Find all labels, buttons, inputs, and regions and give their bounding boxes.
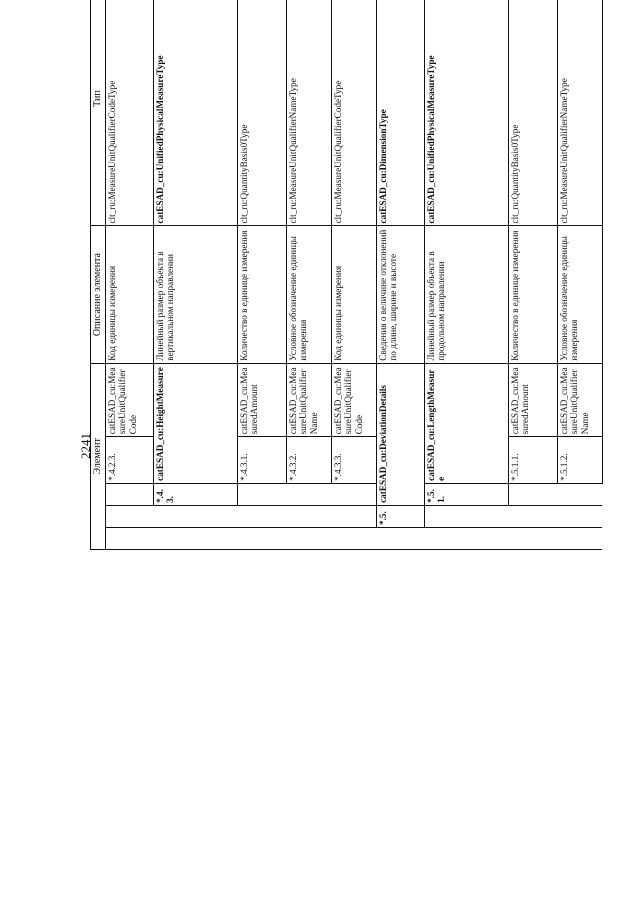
row-index: *.5.1.	[424, 483, 508, 505]
row-element-desc: Условное обозначение единицы измерения	[286, 226, 331, 363]
row-element-name: catESAD_cu:MeasureUnitQualifierName	[286, 363, 331, 437]
table-row	[237, 0, 286, 550]
table-row	[153, 0, 237, 550]
row-index: *.5.1.1.	[508, 437, 557, 484]
row-index: *.5.	[376, 505, 424, 527]
header-element: Элемент	[91, 363, 106, 549]
page-number: 2241	[78, 433, 93, 459]
header-element-desc: Описание элемента	[91, 226, 106, 363]
row-element-desc: Количество в единице измерения	[237, 226, 286, 363]
row-element-name: catESAD_cu:MeasureUnitQualifierCode	[331, 363, 376, 437]
row-type: catESAD_cu:UnifiedPhysicalMeasureType	[153, 0, 237, 226]
row-type: clt_ru:MeasureUnitQualifierNameType	[557, 0, 602, 226]
table-row	[424, 0, 508, 550]
table-row	[557, 0, 602, 550]
row-type: clt_ru:MeasureUnitQualifierCodeType	[331, 0, 376, 226]
row-element-name: catESAD_cu:HeightMeasure	[153, 363, 237, 483]
row-element-name: catESAD_cu:MeasureUnitQualifierName	[557, 363, 602, 437]
table-row	[376, 0, 424, 550]
row-element-desc: Линейный размер объекта в вертикальном направлении	[153, 226, 237, 363]
row-index: *.4.3.3.	[331, 437, 376, 484]
row-type: clt_ru:MeasureUnitQualifierNameType	[286, 0, 331, 226]
row-index: *.4.3.1.	[237, 437, 286, 484]
header-type: Тип	[91, 0, 106, 226]
row-index: *.4.2.3.	[105, 437, 153, 484]
row-element-name: catESAD_cu:LengthMeasure	[424, 363, 508, 483]
row-element-desc: Код единицы измерения	[105, 226, 153, 363]
table-row	[105, 0, 153, 550]
row-index: *.4.3.2.	[286, 437, 331, 484]
row-element-desc: Линейный размер объекта в продольном направлении	[424, 226, 508, 363]
row-type: catESAD_cu:DimensionType	[376, 0, 424, 226]
table-row	[286, 0, 331, 550]
row-element-name: catESAD_cu:DeviationDetails	[376, 363, 424, 505]
table-canvas	[90, 0, 590, 550]
rotated-table-frame	[90, 55, 590, 843]
row-element-name: catESAD_cu:MeasureUnitQualifierCode	[105, 363, 153, 437]
row-element-desc: Количество в единице измерения	[508, 226, 557, 363]
table-header-row	[91, 0, 106, 550]
row-index: *.4.3.	[153, 483, 237, 505]
row-type: catESAD_cu:UnifiedPhysicalMeasureType	[424, 0, 508, 226]
row-index: *.5.1.2.	[557, 437, 602, 484]
row-element-name: catESAD_cu:MeasuredAmount	[508, 363, 557, 437]
row-type: clt_ru:QuantityBasis0Type	[237, 0, 286, 226]
row-element-desc: Сведения о величине отклонений по длине, ширине и высоте	[376, 226, 424, 363]
row-element-desc: Код единицы измерения	[331, 226, 376, 363]
table-row	[508, 0, 557, 550]
row-element-name: catESAD_cu:MeasuredAmount	[237, 363, 286, 437]
table-row	[331, 0, 376, 550]
row-type: clt_ru:QuantityBasis0Type	[508, 0, 557, 226]
row-element-desc: Условное обозначение единицы измерения	[557, 226, 602, 363]
row-type: clt_ru:MeasureUnitQualifierCodeType	[105, 0, 153, 226]
spec-table	[90, 0, 603, 550]
